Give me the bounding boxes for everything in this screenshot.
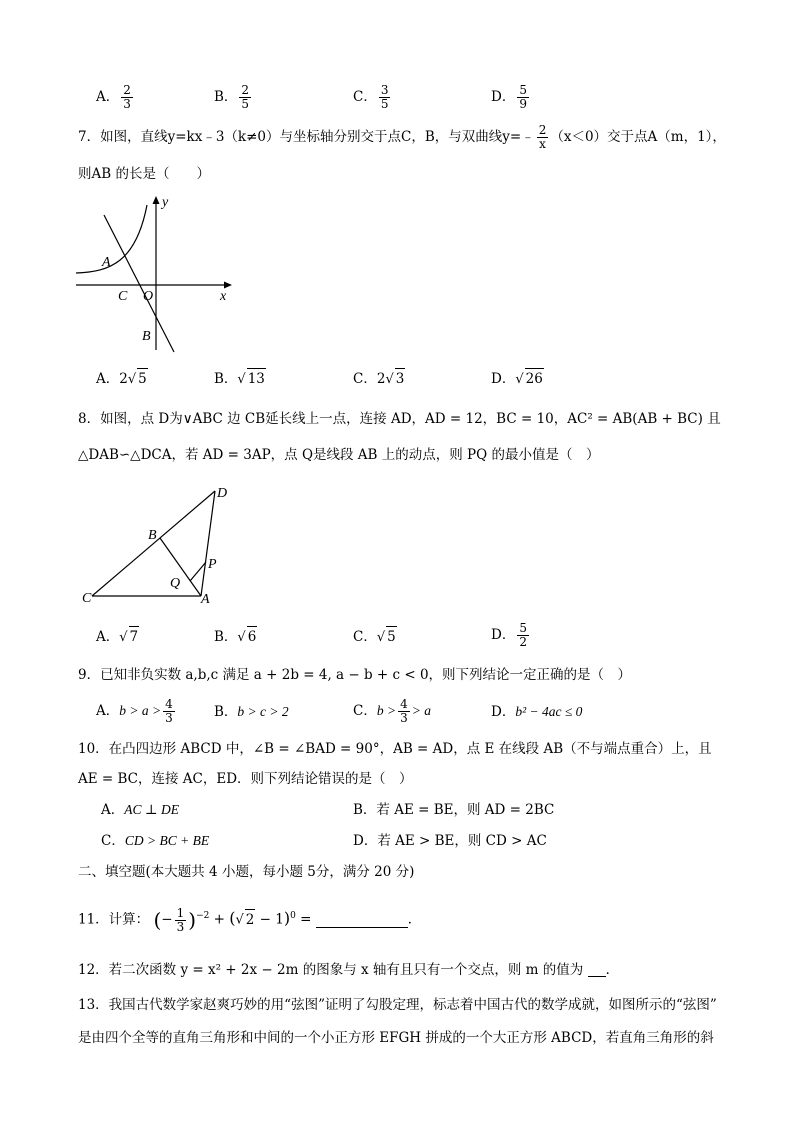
fraction: $\frac{2}{3}$: [123, 83, 131, 111]
x-axis-arrow: [224, 282, 232, 289]
q10-option-c[interactable]: C．CD > BC + BE: [101, 833, 210, 849]
label-b: B: [142, 329, 151, 344]
line-kx-minus-3: [104, 215, 174, 352]
q6-option-c[interactable]: C． $\frac{3}{5}$: [353, 83, 389, 111]
segment-cd: [92, 491, 215, 596]
q8-stem-line2: △DAB∽△DCA，若 AD = 3AP，点 Q是线段 AB 上的动点，则 PQ 的最小值是（ ）: [78, 447, 600, 463]
label-o: O: [143, 289, 154, 304]
label-c: C: [82, 591, 92, 606]
label-x: x: [220, 289, 227, 304]
q9-option-b[interactable]: B．b > c > 2: [214, 704, 289, 720]
label-a: A: [201, 592, 210, 607]
q9-stem: 9．已知非负实数 a,b,c 满足 a + 2b = 4, a − b + c < 0，则下列结论一定正确的是（ ）: [78, 667, 632, 683]
q10-option-a[interactable]: A．AC ⊥ DE: [101, 802, 179, 818]
q10-stem-line1: 10．在凸四边形 ABCD 中，∠B = ∠BAD = 90°，AB = AD，点 E 在线段 AB（不与端点重合）上，且: [78, 741, 712, 757]
q13-stem-line1: 13．我国古代数学家赵爽巧妙的用“弦图”证明了勾股定理，标志着中国古代的数学成就，如图所示的“弦图”: [78, 997, 717, 1013]
q8-option-c[interactable]: C．√ 5: [353, 626, 397, 648]
q7-option-b[interactable]: B．√ 13: [214, 368, 266, 390]
answer-blank[interactable]: [316, 913, 408, 928]
fraction: $\frac{4}{3}$: [165, 697, 173, 725]
segment-ad: [201, 491, 215, 596]
fraction: $\frac{1}{3}$: [176, 905, 185, 934]
fraction: $\frac{5}{2}$: [519, 621, 527, 649]
q8-option-b[interactable]: B．√ 6: [214, 626, 257, 648]
q7-option-c[interactable]: C．2√ 3: [353, 368, 405, 390]
label-a: A: [102, 255, 111, 270]
fraction: $\frac{2}{5}$: [241, 83, 250, 111]
q6-option-a[interactable]: A． $\frac{2}{3}$: [96, 83, 131, 111]
q6-option-b[interactable]: B． $\frac{2}{5}$: [214, 83, 250, 111]
section-2-heading: 二、填空题(本大题共 4 小题，每小题 5分，满分 20 分): [78, 864, 415, 880]
q9-option-c[interactable]: C．b > $\frac{4}{3}$ > a: [353, 697, 431, 725]
fraction: $\frac{4}{3}$: [400, 697, 408, 725]
label-c: C: [118, 289, 128, 304]
label-p: P: [208, 557, 217, 572]
answer-blank[interactable]: [588, 964, 606, 977]
q7-stem-line2: 则AB 的长是（ ）: [78, 166, 210, 182]
q8-stem-line1: 8．如图，点 D为∨ABC 边 CB延长线上一点，连接 AD，AD = 12，BC = 10，AC² = AB(AB + BC) 且: [78, 411, 721, 427]
segment-ba: [160, 538, 201, 596]
hyperbola-curve: [76, 205, 147, 273]
q7-figure: [70, 190, 250, 360]
y-axis-arrow: [153, 196, 160, 204]
label-y: y: [162, 195, 169, 210]
q8-figure: [78, 482, 248, 612]
q9-option-d[interactable]: D．b² − 4ac ≤ 0: [491, 704, 583, 720]
fraction: $\frac{3}{5}$: [380, 83, 389, 111]
q12-stem: 12．若二次函数 y = x² + 2x − 2m 的图象与 x 轴有且只有一个交点，则 m 的值为 ．: [78, 962, 620, 978]
q7-option-d[interactable]: D．√ 26: [491, 368, 544, 390]
q13-stem-line2: 是由四个全等的直角三角形和中间的一个小正方形 EFGH 拼成的一个大正方形 ABCD，若直角三角形的斜: [78, 1030, 714, 1046]
q10-stem-line2: AE = BC，连接 AC，ED．则下列结论错误的是（ ）: [78, 771, 413, 787]
q8-option-d[interactable]: D． $\frac{5}{2}$: [491, 621, 527, 649]
q7-option-a[interactable]: A．2√ 5: [96, 368, 148, 390]
hyperbola-fraction: $\frac{2}{x}$: [538, 123, 547, 151]
label-d: D: [217, 486, 228, 501]
label-b: B: [148, 528, 157, 543]
q11-stem: 11．计算： (− $\frac{1}{3}$ )$^{-2}$ + (√ 2 − 1)$^0$ = ．: [78, 905, 422, 934]
fraction: $\frac{5}{9}$: [519, 83, 527, 111]
label-q: Q: [170, 576, 181, 591]
q10-option-b[interactable]: B．若 AE = BE，则 AD = 2BC: [353, 802, 555, 818]
q7-stem-line1: 7．如图，直线y=kx﹣3（k≠0）与坐标轴分别交于点C，B，与双曲线y=﹣ $\frac{2}{x}$ （x＜0）交于点A（m，1），: [78, 123, 726, 151]
q6-option-d[interactable]: D． $\frac{5}{9}$: [491, 83, 527, 111]
q8-option-a[interactable]: A．√ 7: [96, 626, 139, 648]
q10-option-d[interactable]: D．若 AE > BE，则 CD > AC: [353, 833, 547, 849]
q9-option-a[interactable]: A．b > a > $\frac{4}{3}$: [96, 697, 173, 725]
